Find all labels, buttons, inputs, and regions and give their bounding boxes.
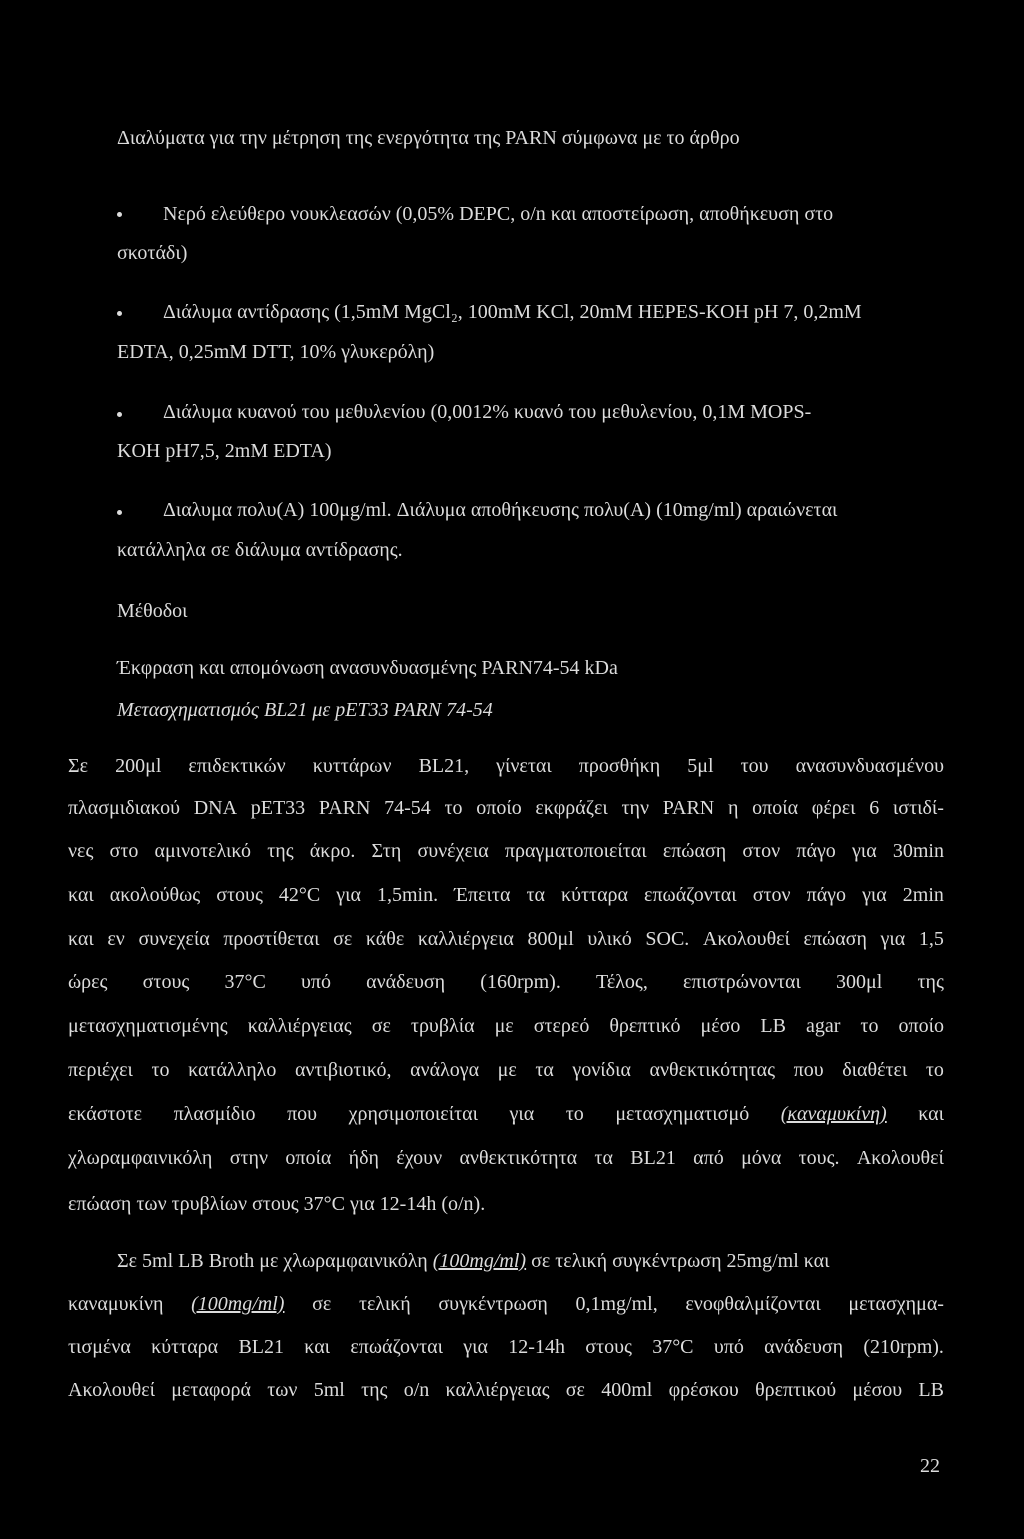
word: τρυβλία [410,1015,475,1037]
word: 400ml [601,1379,653,1401]
word: καλλιέργειας [445,1379,550,1401]
word: για [851,840,877,862]
word: χλωραμφαινικόλη [68,1147,213,1169]
word: νες [68,840,94,862]
word: 300μl [836,971,883,993]
paragraph-line [68,1056,944,1084]
word: ιστιδί- [892,797,944,819]
word: καλλιέργειας [247,1015,352,1037]
word: 30min [892,840,944,862]
word: PARN [318,797,371,819]
bullet-icon [117,311,122,316]
word: πλασμίδιο [173,1103,256,1125]
word: 1,5 [918,928,944,950]
word: συγκέντρωση [438,1293,548,1315]
word: ανάλογα [410,1059,480,1081]
word: κάθε [365,928,405,950]
word: φρέσκου [668,1379,739,1401]
word: εκάστοτε [68,1103,143,1125]
word: επιστρώνονται [683,971,801,993]
word: ώρες [68,971,108,993]
word: καναμυκίνη [68,1293,164,1315]
word: θρεπτικού [755,1379,837,1401]
word: 2min [902,884,944,906]
word: για [336,884,361,906]
paragraph-line [68,752,944,780]
paragraph-line [68,1376,944,1404]
word: το [925,1059,944,1081]
word: επώαση [803,928,867,950]
word: προσθήκη [578,755,661,777]
word: Σε [68,755,89,777]
word: οποία [752,797,799,819]
solutions-heading: Διαλύματα για την μέτρηση της ενεργότητα της PARN σύμφωνα με το άρθρο [117,127,740,149]
word: για [862,884,887,906]
word: 42°C [278,884,321,906]
word: σε [333,928,353,950]
paragraph-line: επώαση των τρυβλίων στους 37°C για 12-14h (o/n). [68,1193,486,1215]
word: τα [535,1059,554,1081]
list-item-text: κατάλληλα σε διάλυμα αντίδρασης. [117,539,403,561]
page-number: 22 [920,1455,940,1477]
word: με [497,1059,517,1081]
word: στο [109,840,139,862]
word: 5ml [313,1379,345,1401]
word: ενοφθαλμίζονται [685,1293,821,1315]
word: στην [229,1147,269,1169]
list-item-text: Νερό ελεύθερο νουκλεασών (0,05% DEPC, o/n και αποστείρωση, αποθήκευση στο [163,203,834,225]
text-run: Σε 5ml LB Broth με χλωραμφαινικόλη [117,1250,433,1272]
text-run: (100mg/ml) [432,1250,527,1272]
word: έχουν [396,1147,443,1169]
bullet-icon [117,412,122,417]
list-item-text: Διάλυμα αντίδρασης (1,5mM MgCl₂, 100mM KCl, 20mM HEPES-KOH pH 7, 0,2mM [163,301,862,323]
word: στερεό [533,1015,590,1037]
word: agar [805,1015,841,1037]
word: BL21, [418,755,470,777]
word: καλλιέργεια [417,928,514,950]
word: για [509,1103,535,1125]
word: εν [107,928,125,950]
word: την [621,797,650,819]
word: πραγματοποιείται [504,840,647,862]
word: που [287,1103,318,1125]
word: οποίο [898,1015,944,1037]
word: φέρει [811,797,856,819]
paragraph-line [68,1012,944,1040]
word: Ακολουθεί [68,1379,156,1401]
word: στους [585,1336,632,1358]
paragraph-line [68,1290,944,1318]
word: πάγο [796,840,836,862]
word: κύτταρα [561,884,629,906]
word: o/n [403,1379,430,1401]
word: οποία [285,1147,332,1169]
word: θρεπτικό [609,1015,681,1037]
word: 5μl [687,755,714,777]
word: (100mg/ml) [191,1293,285,1315]
word: το [444,797,463,819]
word: το [151,1059,170,1081]
word: επωάζονται [644,884,737,906]
word: στον [752,884,791,906]
paragraph-line [68,794,944,822]
word: στους [142,971,190,993]
word: Ακολουθεί [702,928,790,950]
methods-italic-subheading: Μετασχηματισμός BL21 με pET33 PARN 74-54 [117,699,493,721]
word: μετασχηματισμό [615,1103,750,1125]
paragraph-line [68,968,944,996]
word: Τέλος, [596,971,648,993]
word: για [463,1336,488,1358]
text-run: σε τελική συγκέντρωση 25mg/ml και [526,1250,830,1272]
word: της [917,971,944,993]
word: πλασμιδιακού [68,797,180,819]
word: κατάλληλο [188,1059,277,1081]
word: οποίο [476,797,522,819]
paragraph-line [68,1333,944,1361]
paragraph-line [68,925,944,953]
word: υλικό [587,928,632,950]
word: SOC. [645,928,690,950]
word: γίνεται [496,755,552,777]
bullet-icon [117,510,122,515]
word: εκφράζει [535,797,608,819]
word: 1,5min. [377,884,439,906]
word: τους. [798,1147,840,1169]
word: BL21 [630,1147,676,1169]
paragraph-line [68,1100,944,1128]
word: περιέχει [68,1059,133,1081]
word: η [727,797,739,819]
list-item-text: Διαλυμα πολυ(A) 100μg/ml. Διάλυμα αποθήκευσης πολυ(A) (10mg/ml) αραιώνεται [163,499,838,521]
word: Ακολουθεί [856,1147,944,1169]
word: σε [312,1293,332,1315]
list-item-text: KOH pH7,5, 2mM EDTA) [117,440,332,462]
word: τα [526,884,545,906]
list-item-text: EDTA, 0,25mM DTT, 10% γλυκερόλη) [117,341,435,363]
word: υπό [300,971,331,993]
word: 12-14h [508,1336,565,1358]
word: επωάζονται [350,1336,443,1358]
word: μέσου [852,1379,903,1401]
word: επώαση [662,840,727,862]
word: της [361,1379,388,1401]
word: που [793,1059,824,1081]
word: άκρο. [309,840,356,862]
word: ανασυνδυασμένου [795,755,944,777]
list-item-text: Διάλυμα κυανού του μεθυλενίου (0,0012% κυανό του μεθυλενίου, 0,1M MOPS- [163,401,812,423]
word: ανθεκτικότητας [649,1059,776,1081]
word: μόνα [741,1147,782,1169]
paragraph-line [117,1247,830,1275]
word: της [267,840,294,862]
word: το [565,1103,584,1125]
word: μετασχημα- [848,1293,944,1315]
word: 0,1mg/ml, [575,1293,658,1315]
word: και [304,1336,331,1358]
word: pET33 [250,797,306,819]
word: αντιβιοτικό, [294,1059,392,1081]
word: 37°C [652,1336,694,1358]
word: BL21 [238,1336,284,1358]
word: ανάδευση [764,1336,844,1358]
word: DNA [193,797,238,819]
word: τισμένα [68,1336,131,1358]
word: Στη [371,840,402,862]
word: από [693,1147,724,1169]
word: (καναμυκίνη) [780,1103,887,1125]
list-item-text: σκοτάδι) [117,242,188,264]
word: γονίδια [572,1059,631,1081]
word: 37°C [224,971,266,993]
word: συνεχεία [138,928,210,950]
word: Έπειτα [454,884,511,906]
word: ανάδευση [366,971,446,993]
methods-subheading: Έκφραση και απομόνωση ανασυνδυασμένης PARN74-54 kDa [117,657,618,679]
word: και [68,884,94,906]
word: ανθεκτικότητα [459,1147,578,1169]
word: τελική [358,1293,411,1315]
word: πάγο [806,884,847,906]
word: σε [565,1379,585,1401]
word: ήδη [348,1147,379,1169]
word: συνέχεια [417,840,489,862]
word: και [918,1103,944,1125]
word: στους [216,884,263,906]
word: ακολούθως [109,884,201,906]
word: το [860,1015,879,1037]
word: διαθέτει [842,1059,908,1081]
word: (210rpm). [863,1336,944,1358]
word: χρησιμοποιείται [348,1103,478,1125]
word: μεταφορά [171,1379,251,1401]
word: 800μl [527,928,574,950]
word: και [68,928,94,950]
word: LB [760,1015,786,1037]
word: κυττάρων [312,755,392,777]
word: τα [594,1147,613,1169]
word: μετασχηματισμένης [68,1015,228,1037]
methods-heading: Μέθοδοι [117,600,188,622]
bullet-icon [117,212,122,217]
word: PARN [662,797,715,819]
word: υπό [713,1336,744,1358]
word: 74-54 [384,797,431,819]
paragraph-line [68,1144,944,1172]
word: αμινοτελικό [154,840,252,862]
word: 200μl [115,755,162,777]
word: LB [918,1379,944,1401]
word: για [880,928,906,950]
word: στον [742,840,781,862]
paragraph-line [68,837,944,865]
word: 6 [869,797,880,819]
word: επιδεκτικών [188,755,286,777]
word: με [494,1015,514,1037]
word: του [740,755,769,777]
paragraph-line [68,881,944,909]
word: (160rpm). [480,971,561,993]
word: σε [371,1015,391,1037]
word: μέσο [700,1015,741,1037]
word: προστίθεται [223,928,320,950]
word: των [267,1379,298,1401]
word: κύτταρα [151,1336,219,1358]
